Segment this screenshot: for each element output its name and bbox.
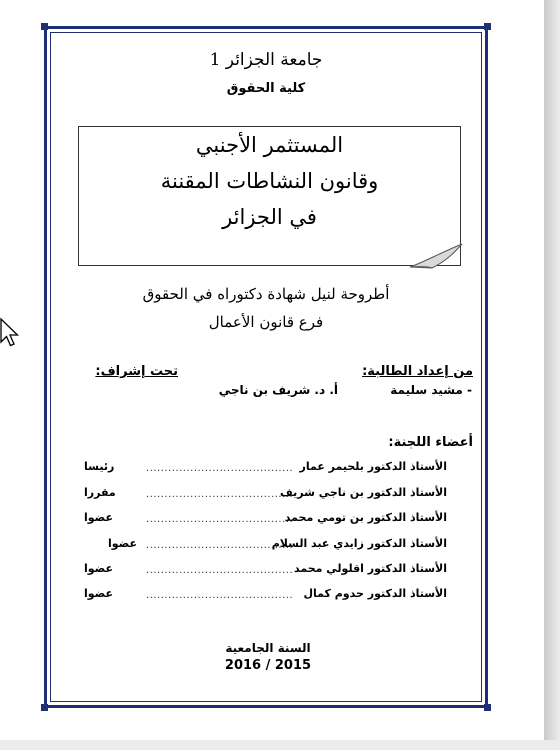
thesis-title-box xyxy=(78,126,461,266)
dotted-leader: ........................................ xyxy=(146,540,294,551)
faculty-name: كلية الحقوق xyxy=(226,81,306,96)
title-line-3: في الجزائر xyxy=(222,205,317,229)
border-corner-ornament xyxy=(41,704,48,711)
committee-member-name: الأستاذ الدكتور اقلولي محمد xyxy=(294,562,447,575)
dotted-leader: ........................................ xyxy=(146,463,294,474)
committee-member-role: مقررا xyxy=(84,486,116,499)
dotted-leader: ........................................ xyxy=(146,489,294,500)
committee-member-role: رئيسا xyxy=(84,460,115,473)
border-corner-ornament xyxy=(41,23,48,30)
committee-member-role: عضوا xyxy=(84,587,114,600)
student-label: من إعداد الطالبة: xyxy=(362,364,473,379)
dotted-leader: ........................................ xyxy=(146,590,294,601)
supervisor-name: أ. د. شريف بن ناجي xyxy=(218,383,338,397)
committee-heading: أعضاء اللجنة: xyxy=(388,435,473,450)
committee-member-name: الأستاذ الدكتور حدوم كمال xyxy=(303,587,447,600)
thesis-branch: فرع قانون الأعمال xyxy=(208,313,324,331)
page-bottom-shadow xyxy=(0,740,560,750)
mouse-cursor-icon xyxy=(0,318,22,348)
border-corner-ornament xyxy=(484,704,491,711)
committee-member-role: عضوا xyxy=(84,511,114,524)
page-edge-shadow xyxy=(544,0,560,750)
thesis-purpose: أطروحة لنيل شهادة دكتوراه في الحقوق xyxy=(142,285,390,303)
border-corner-ornament xyxy=(484,23,491,30)
university-name: جامعة الجزائر 1 xyxy=(209,50,323,70)
supervisor-label: تحت إشراف: xyxy=(95,364,178,379)
student-name: - مشيد سليمة xyxy=(390,383,472,397)
academic-year-value: 2016 / 2015 xyxy=(224,658,312,673)
title-line-2: وقانون النشاطات المقننة xyxy=(160,169,379,193)
page-curl-icon xyxy=(410,244,462,268)
committee-member-role: عضوا xyxy=(108,537,138,550)
academic-year-label: السنة الجامعية xyxy=(225,641,311,655)
committee-member-name: الأستاذ الدكتور زايدي عبد السلام xyxy=(271,537,447,550)
committee-member-name: الأستاذ الدكتور بن ناجي شريف xyxy=(280,486,447,499)
committee-member-name: الأستاذ الدكتور بلحيمر عمار xyxy=(299,460,447,473)
committee-member-name: الأستاذ الدكتور بن تومي محمد xyxy=(284,511,447,524)
title-line-1: المستثمر الأجنبي xyxy=(195,133,344,157)
committee-member-role: عضوا xyxy=(84,562,114,575)
dotted-leader: ........................................ xyxy=(146,565,294,576)
dotted-leader: ........................................ xyxy=(146,514,294,525)
